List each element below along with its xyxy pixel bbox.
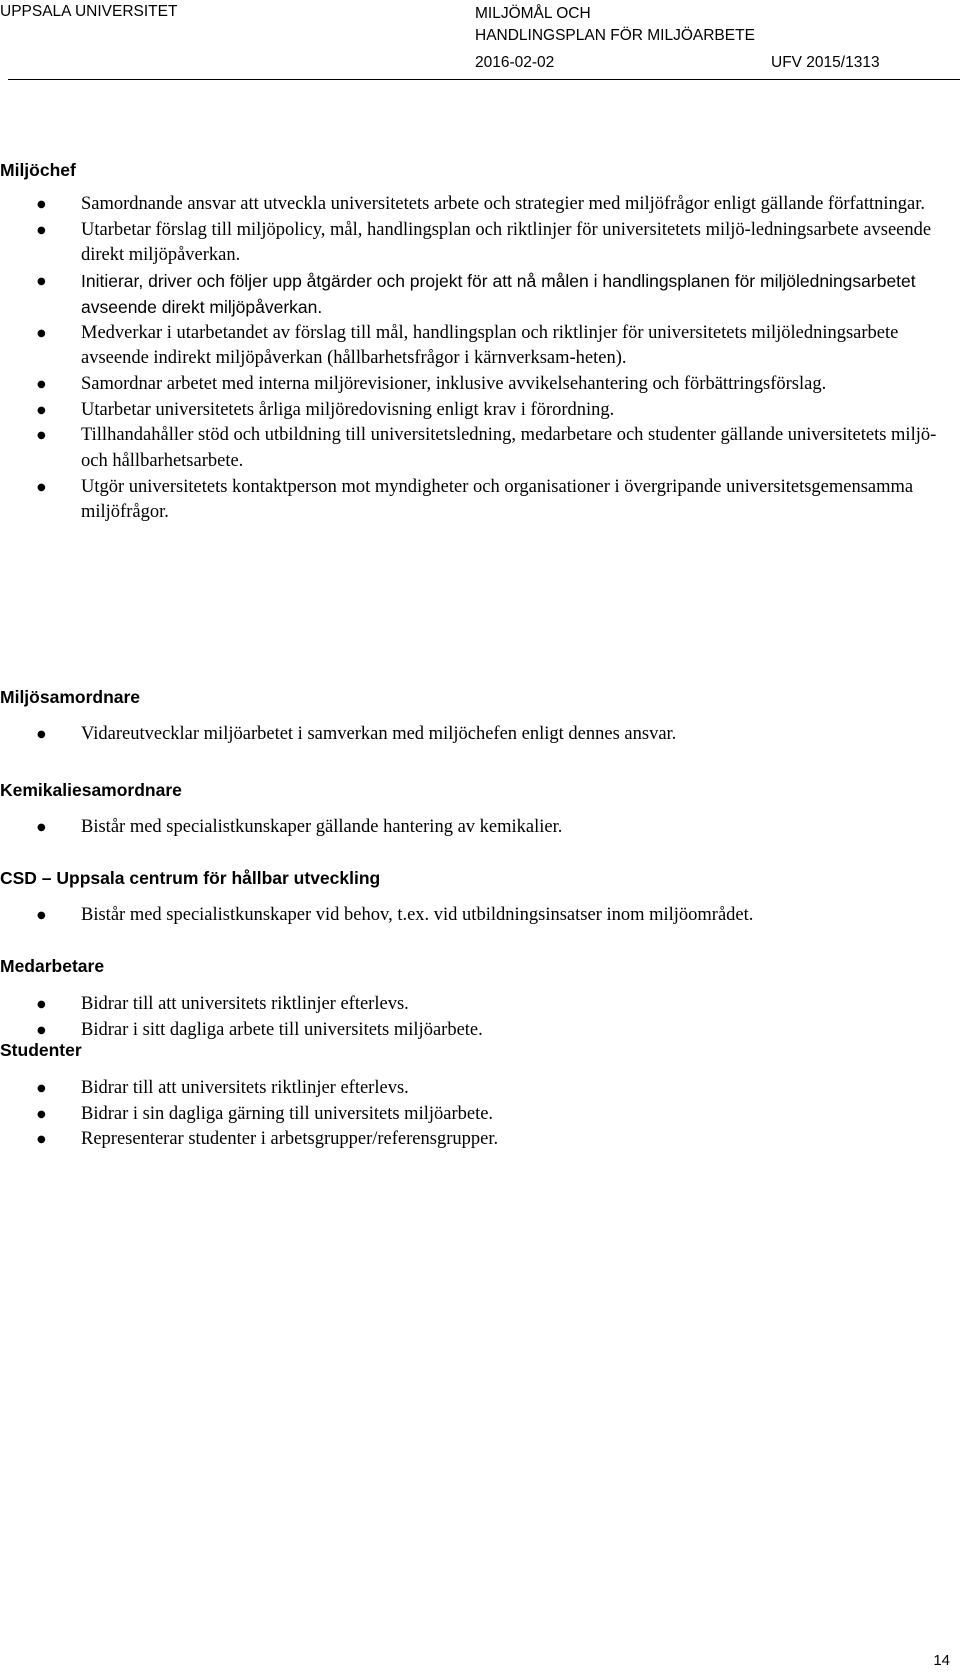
document-body bbox=[0, 158, 950, 1150]
list-item: ● Representerar studenter i arbetsgrupper/referensgrupper. bbox=[0, 1127, 950, 1153]
section-studenter bbox=[0, 1038, 950, 1153]
bullet-icon: ● bbox=[37, 430, 46, 442]
bullet-icon: ● bbox=[37, 822, 46, 833]
section-title: CSD – Uppsala centrum för hållbar utveckling bbox=[0, 868, 381, 888]
section-kemikaliesamordnare bbox=[0, 778, 950, 841]
responsibility-list bbox=[0, 903, 950, 929]
bullet-icon: ● bbox=[37, 378, 46, 390]
list-item: ● Utarbetar universitetets årliga miljöredovisning enligt krav i förordning. bbox=[0, 398, 950, 424]
section-title: Miljösamordnare bbox=[0, 687, 141, 707]
list-item: ● Samordnande ansvar att utveckla universitetets arbete och strategier med miljöfrågor enligt gällande författningar. bbox=[0, 192, 950, 218]
responsibility-list bbox=[0, 992, 950, 1043]
list-item: ● Tillhandahåller stöd och utbildning till universitetsledning, medarbetare och studenter gällande universitetets miljö- och hållbarhetsarbete. bbox=[37, 425, 937, 472]
bullet-icon: ● bbox=[37, 729, 46, 740]
university-name: UPPSALA UNIVERSITET bbox=[0, 3, 178, 20]
responsibility-list bbox=[0, 1076, 950, 1153]
section-miljochef bbox=[0, 158, 950, 526]
bullet-icon: ● bbox=[37, 481, 46, 493]
bullet-icon: ● bbox=[37, 1108, 46, 1120]
header-divider bbox=[8, 79, 960, 80]
list-item: ● Bidrar i sitt dagliga arbete till universitets miljöarbete. bbox=[0, 1018, 950, 1044]
bullet-icon: ● bbox=[37, 199, 46, 210]
page-header bbox=[0, 0, 960, 80]
document-title bbox=[475, 3, 755, 47]
list-item: ● Vidareutvecklar miljöarbetet i samverkan med miljöchefen enligt dennes ansvar. bbox=[0, 722, 950, 748]
bullet-icon: ● bbox=[37, 910, 46, 921]
list-item: ● Initierar, driver och följer upp åtgärder och projekt för att nå målen i handlingsplanen för miljöledningsarbetet avseende direkt miljöpåverkan. bbox=[37, 271, 916, 317]
responsibility-list bbox=[0, 192, 950, 526]
section-title: Studenter bbox=[0, 1040, 82, 1060]
document-date: 2016-02-02 bbox=[475, 54, 555, 71]
list-item: ● Bistår med specialistkunskaper gällande hantering av kemikalier. bbox=[0, 815, 950, 841]
list-item: ● Bistår med specialistkunskaper vid behov, t.ex. vid utbildningsinsatser inom miljöområdet. bbox=[0, 903, 950, 929]
responsibility-list bbox=[0, 722, 950, 748]
bullet-icon: ● bbox=[37, 276, 46, 288]
bullet-icon: ● bbox=[37, 224, 46, 236]
list-item: ● Utgör universitetets kontaktperson mot myndigheter och organisationer i övergripande universitetsgemensamma miljöfrågor. bbox=[37, 476, 914, 523]
page-number: 14 bbox=[933, 1652, 950, 1669]
list-item: ● Bidrar till att universitets riktlinjer efterlevs. bbox=[0, 1076, 950, 1102]
responsibility-list bbox=[0, 815, 950, 841]
list-item: ● Samordnar arbetet med interna miljörevisioner, inklusive avvikelsehantering och förbättringsförslag. bbox=[0, 372, 950, 398]
section-title: Medarbetare bbox=[0, 956, 105, 976]
bullet-icon: ● bbox=[37, 999, 46, 1010]
list-item: ● Bidrar till att universitets riktlinjer efterlevs. bbox=[0, 992, 950, 1018]
bullet-icon: ● bbox=[37, 1134, 46, 1146]
section-csd bbox=[0, 866, 950, 929]
document-title-line-1: MILJÖMÅL OCH bbox=[475, 5, 591, 22]
section-medarbetare bbox=[0, 954, 950, 1043]
bullet-icon: ● bbox=[37, 327, 46, 339]
document-title-line-2: HANDLINGSPLAN FÖR MILJÖARBETE bbox=[475, 27, 755, 44]
list-item: ● Bidrar i sin dagliga gärning till universitets miljöarbete. bbox=[0, 1102, 950, 1128]
section-miljosamordnare bbox=[0, 685, 950, 748]
section-title: Miljöchef bbox=[0, 160, 76, 180]
list-item: ● Medverkar i utarbetandet av förslag till mål, handlingsplan och riktlinjer för universitetets miljöledningsarbete avseende indirekt miljöpåverkan (hållbarhetsfrågor i kärnverksam-heten). bbox=[37, 322, 899, 369]
list-item: ● Utarbetar förslag till miljöpolicy, mål, handlingsplan och riktlinjer för universitetets miljö-ledningsarbete avseende direkt miljöpåverkan. bbox=[37, 219, 932, 266]
document-reference: UFV 2015/1313 bbox=[771, 54, 880, 71]
bullet-icon: ● bbox=[37, 1024, 46, 1036]
section-title: Kemikaliesamordnare bbox=[0, 780, 182, 800]
bullet-icon: ● bbox=[37, 1083, 46, 1094]
bullet-icon: ● bbox=[37, 404, 46, 416]
